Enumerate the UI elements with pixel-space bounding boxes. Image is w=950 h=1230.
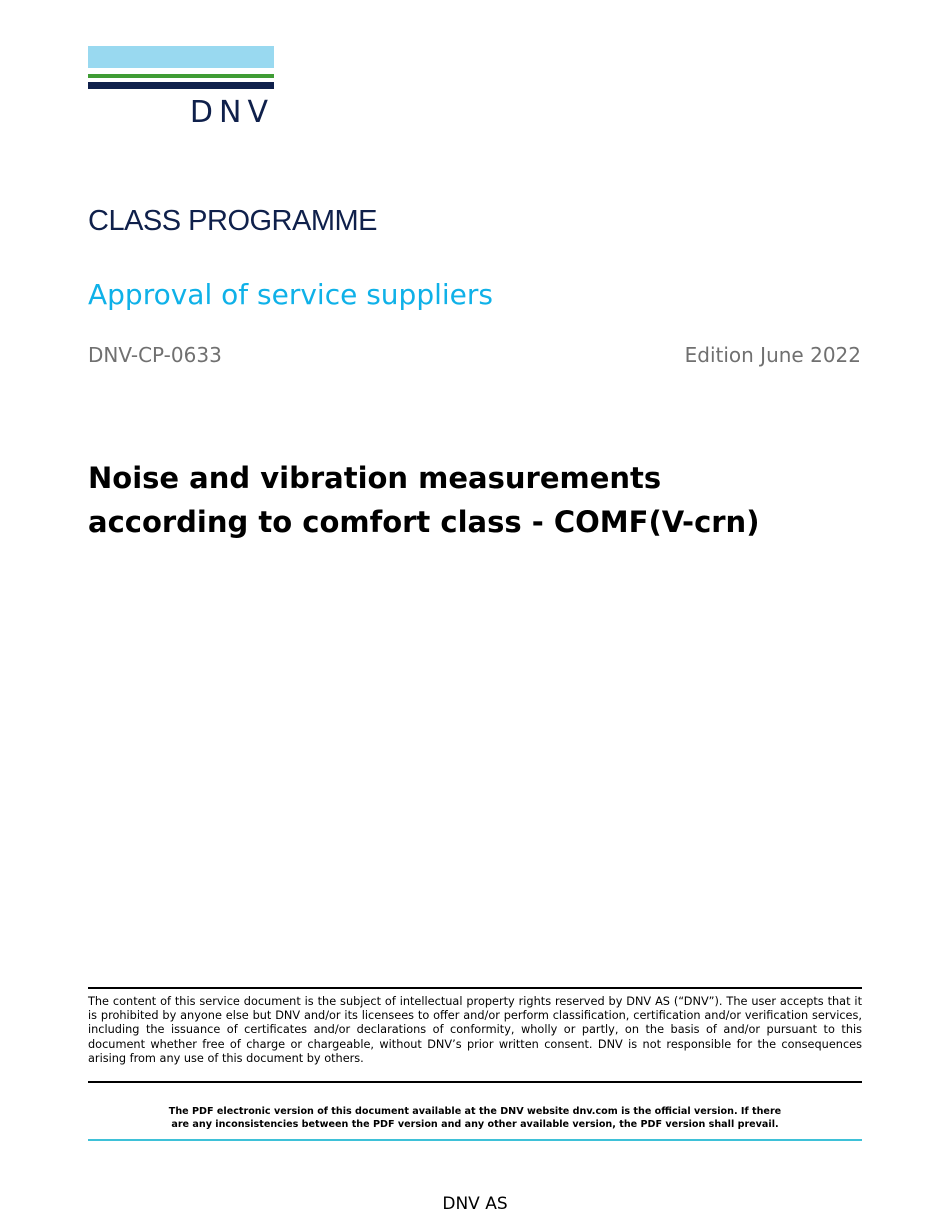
logo-wordmark: DNV bbox=[189, 95, 274, 130]
document-title bbox=[88, 456, 868, 544]
logo-green-band bbox=[88, 74, 274, 78]
publisher-name: DNV AS bbox=[442, 1194, 508, 1214]
document-id: DNV-CP-0633 bbox=[88, 343, 222, 367]
official-version-note-line-2: are any inconsistencies between the PDF version and any other available version, the PDF version shall prevail. bbox=[171, 1118, 779, 1130]
document-type: CLASS PROGRAMME bbox=[88, 205, 377, 237]
logo-navy-band bbox=[88, 82, 274, 89]
logo-light-blue-band bbox=[88, 46, 274, 68]
dnv-logo bbox=[88, 46, 274, 128]
copyright-disclaimer: The content of this service document is the subject of intellectual property rights reserved by DNV AS (“DNV”). The user accepts that it is prohibited by anyone else but DNV and/or its licensees to offer and/or perform classification, certification and/or verification services, including the issuance of certificates and/or declarations of conformity, wholly or partly, on the basis of and/or pursuant to this document whether free of charge or chargeable, without DNV’s prior written consent. DNV is not responsible for the consequences arising from any use of this document by others. bbox=[88, 995, 862, 1065]
official-version-note-line-1: The PDF electronic version of this document available at the DNV website dnv.com is the official version. If there bbox=[168, 1106, 782, 1117]
document-subtype: Approval of service suppliers bbox=[88, 278, 493, 311]
divider-middle bbox=[88, 1081, 862, 1083]
divider-cyan bbox=[88, 1139, 862, 1141]
official-version-note bbox=[88, 1106, 862, 1131]
document-edition: Edition June 2022 bbox=[684, 343, 861, 367]
document-title-line-2: according to comfort class - COMF(V-crn) bbox=[88, 505, 760, 539]
divider-top bbox=[88, 987, 862, 989]
document-title-line-1: Noise and vibration measurements bbox=[88, 461, 662, 495]
